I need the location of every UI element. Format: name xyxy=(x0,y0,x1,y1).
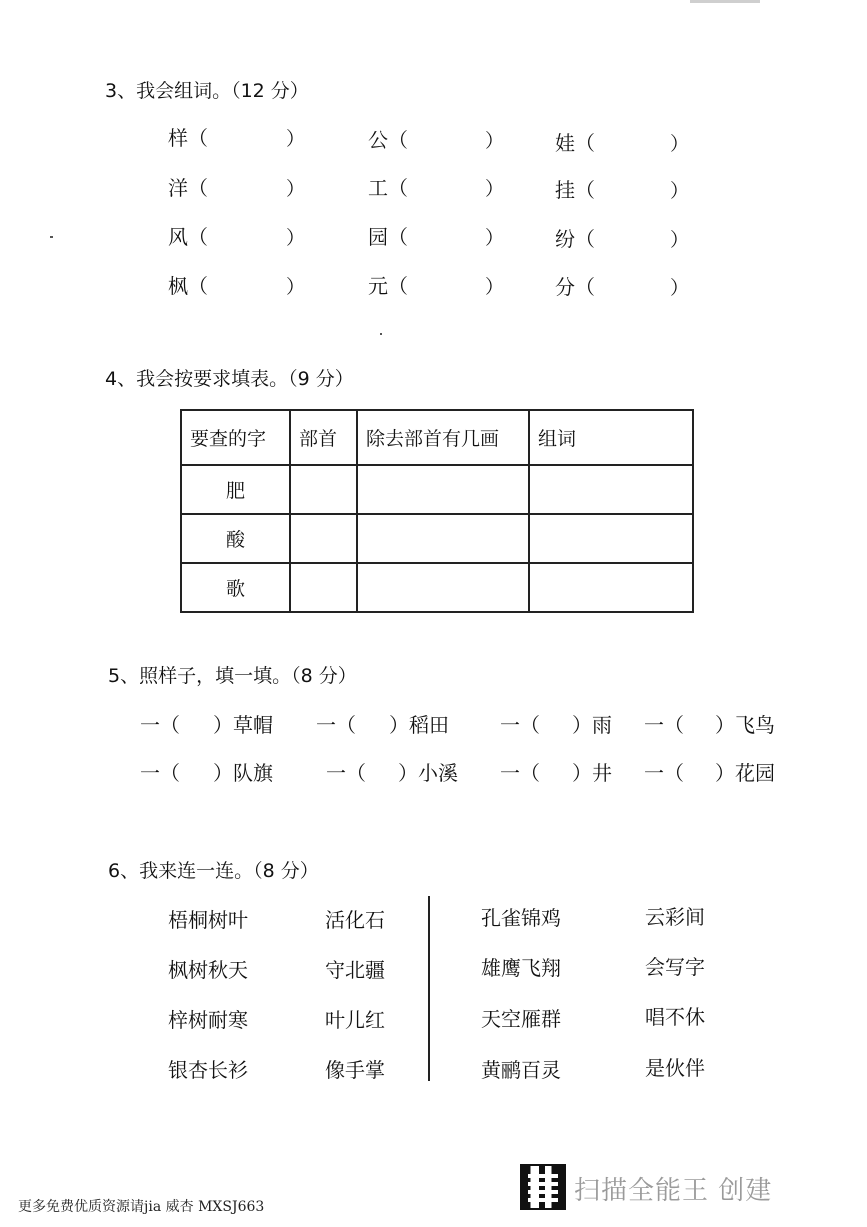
q3-item: 娃（ xyxy=(555,131,595,155)
measure-blank-pre: 一（ xyxy=(644,713,684,737)
q3-close-paren: ） xyxy=(670,133,690,155)
q3-item: 工（ xyxy=(368,176,408,200)
q3-heading: 3、我会组词。（12 分） xyxy=(105,80,309,102)
q3-item: 挂（ xyxy=(555,178,595,202)
q3-close-paren: ） xyxy=(670,229,690,251)
measure-blank-pre: 一（ xyxy=(140,713,180,737)
match-item: 枫树秋天 xyxy=(168,958,248,982)
answer-cell[interactable] xyxy=(529,563,693,612)
answer-cell[interactable] xyxy=(290,465,357,514)
q3-close-paren: ） xyxy=(485,276,505,298)
measure-blank-pre: 一（ xyxy=(326,761,366,785)
table-row xyxy=(181,563,693,612)
table-char-cell: 肥 xyxy=(181,465,290,514)
measure-blank-post: ）雨 xyxy=(572,713,612,737)
match-item: 梓树耐寒 xyxy=(168,1008,248,1032)
q3-close-paren: ） xyxy=(485,130,505,152)
measure-blank-post: ）草帽 xyxy=(213,713,273,737)
measure-blank-post: ）稻田 xyxy=(389,713,449,737)
footer-note: 更多免费优质资源请jia 威杏 MXSJ663 xyxy=(18,1199,265,1215)
scanner-watermark: 扫描全能王 创建 xyxy=(574,1176,773,1206)
measure-blank-pre: 一（ xyxy=(500,761,540,785)
qr-code-icon xyxy=(522,1166,564,1208)
match-item: 守北疆 xyxy=(325,958,385,982)
q3-close-paren: ） xyxy=(286,178,306,200)
measure-blank-pre: 一（ xyxy=(500,713,540,737)
q3-item: 枫（ xyxy=(168,274,208,298)
measure-blank-pre: 一（ xyxy=(644,761,684,785)
answer-cell[interactable] xyxy=(290,514,357,563)
scan-speck xyxy=(50,236,53,238)
scan-speck xyxy=(380,333,382,335)
scan-edge-mark xyxy=(690,0,760,3)
q3-item: 园（ xyxy=(368,225,408,249)
table-header-cell: 组词 xyxy=(529,410,693,465)
q3-item: 分（ xyxy=(555,275,595,299)
match-item: 云彩间 xyxy=(645,905,705,929)
measure-blank-post: ）飞鸟 xyxy=(715,713,775,737)
answer-cell[interactable] xyxy=(357,465,529,514)
match-item: 像手掌 xyxy=(325,1058,385,1082)
match-item: 孔雀锦鸡 xyxy=(481,906,561,930)
q4-fill-table xyxy=(180,409,694,613)
match-item: 银杏长衫 xyxy=(168,1058,248,1082)
q3-item: 纷（ xyxy=(555,227,595,251)
q4-heading: 4、我会按要求填表。（9 分） xyxy=(105,368,354,390)
q5-heading: 5、照样子，填一填。（8 分） xyxy=(108,665,357,687)
table-char-cell: 酸 xyxy=(181,514,290,563)
table-header-row xyxy=(181,410,693,465)
q3-close-paren: ） xyxy=(670,180,690,202)
table-header-cell: 部首 xyxy=(290,410,357,465)
q3-item: 洋（ xyxy=(168,176,208,200)
answer-cell[interactable] xyxy=(357,514,529,563)
q3-close-paren: ） xyxy=(286,128,306,150)
table-header-cell: 要查的字 xyxy=(181,410,290,465)
q3-close-paren: ） xyxy=(485,178,505,200)
table-row xyxy=(181,465,693,514)
match-item: 活化石 xyxy=(325,908,385,932)
q6-heading: 6、我来连一连。（8 分） xyxy=(108,860,319,882)
q3-close-paren: ） xyxy=(286,276,306,298)
match-item: 叶儿红 xyxy=(325,1008,385,1032)
answer-cell[interactable] xyxy=(529,514,693,563)
table-row xyxy=(181,514,693,563)
match-item: 黄鹂百灵 xyxy=(481,1058,561,1082)
q3-item: 风（ xyxy=(168,225,208,249)
match-item: 梧桐树叶 xyxy=(168,908,248,932)
answer-cell[interactable] xyxy=(357,563,529,612)
q3-item: 元（ xyxy=(368,274,408,298)
q3-close-paren: ） xyxy=(485,227,505,249)
measure-blank-pre: 一（ xyxy=(316,713,356,737)
q3-item: 公（ xyxy=(368,128,408,152)
match-item: 唱不休 xyxy=(645,1005,705,1029)
table-char-cell: 歌 xyxy=(181,563,290,612)
match-item: 天空雁群 xyxy=(481,1007,561,1031)
measure-blank-post: ）小溪 xyxy=(398,761,458,785)
table-header-cell: 除去部首有几画 xyxy=(357,410,529,465)
q6-divider xyxy=(428,896,430,1081)
answer-cell[interactable] xyxy=(290,563,357,612)
measure-blank-pre: 一（ xyxy=(140,761,180,785)
q3-item: 样（ xyxy=(168,126,208,150)
match-item: 雄鹰飞翔 xyxy=(481,956,561,980)
answer-cell[interactable] xyxy=(529,465,693,514)
q3-close-paren: ） xyxy=(286,227,306,249)
measure-blank-post: ）井 xyxy=(572,761,612,785)
match-item: 会写字 xyxy=(645,955,705,979)
q3-close-paren: ） xyxy=(670,277,690,299)
measure-blank-post: ）队旗 xyxy=(213,761,273,785)
measure-blank-post: ）花园 xyxy=(715,761,775,785)
match-item: 是伙伴 xyxy=(645,1056,705,1080)
